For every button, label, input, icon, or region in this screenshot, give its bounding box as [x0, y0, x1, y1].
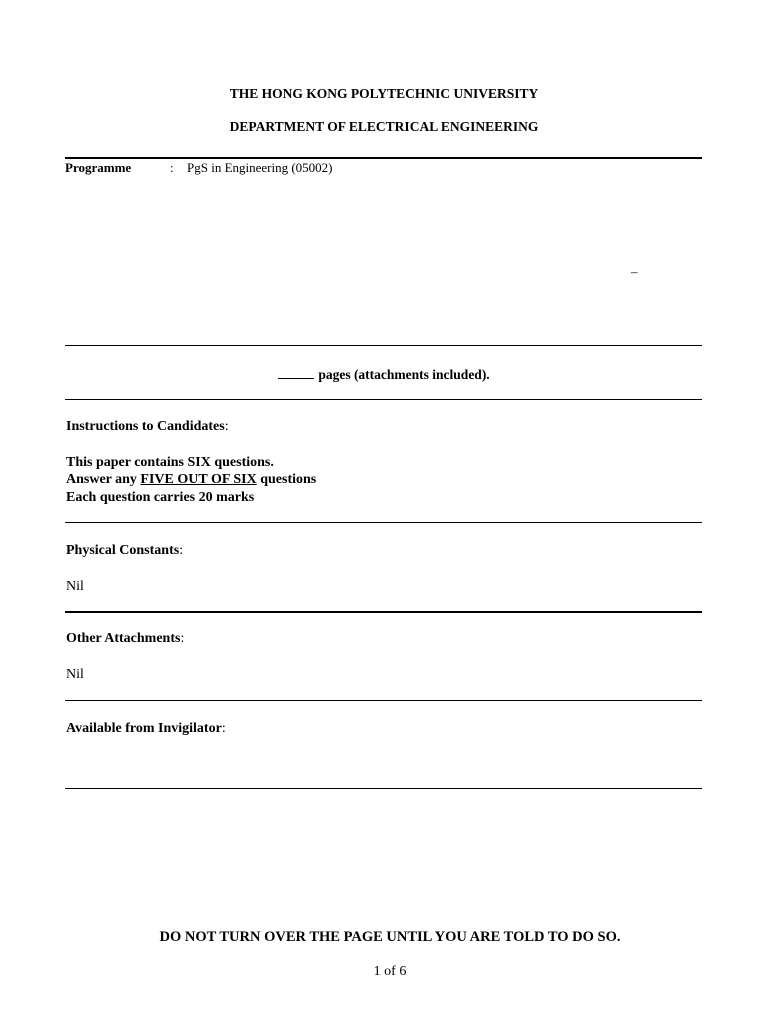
- divider: [65, 399, 702, 400]
- other-attachments-value: Nil: [66, 667, 84, 682]
- divider: [65, 611, 702, 613]
- divider: [65, 157, 702, 159]
- turn-over-warning: DO NOT TURN OVER THE PAGE UNTIL YOU ARE TOLD TO DO SO.: [159, 929, 621, 945]
- physical-constants-heading-text: Physical Constants: [66, 543, 180, 558]
- divider: [65, 345, 702, 346]
- other-attachments-heading: Other Attachments:: [66, 631, 185, 646]
- invigilator-heading-text: Available from Invigilator: [66, 721, 222, 736]
- other-attachments-heading-text: Other Attachments: [66, 631, 181, 646]
- divider: [65, 522, 702, 523]
- programme-separator: :: [170, 160, 174, 175]
- stray-dash: –: [631, 264, 638, 279]
- pages-note: [0, 366, 768, 383]
- department-title: DEPARTMENT OF ELECTRICAL ENGINEERING: [229, 119, 539, 134]
- divider: [65, 700, 702, 701]
- instructions-line-2: [66, 472, 316, 488]
- physical-constants-heading: Physical Constants:: [66, 543, 184, 558]
- instructions-heading: Instructions to Candidates:: [66, 419, 229, 434]
- instructions-line-2-prefix: Answer any: [66, 472, 137, 487]
- divider: [65, 788, 702, 789]
- physical-constants-value: Nil: [66, 579, 84, 594]
- pages-note-text: pages (attachments included).: [318, 367, 490, 382]
- instructions-line-1: This paper contains SIX questions.: [66, 455, 274, 470]
- instructions-line-2-emphasis: FIVE OUT OF SIX: [140, 472, 257, 487]
- university-title: THE HONG KONG POLYTECHNIC UNIVERSITY: [229, 86, 539, 101]
- pages-blank: [278, 366, 314, 379]
- instructions-heading-text: Instructions to Candidates: [66, 419, 225, 434]
- page-number: 1 of 6: [373, 964, 407, 979]
- instructions-line-2-suffix: questions: [260, 472, 317, 487]
- instructions-line-3: Each question carries 20 marks: [66, 490, 255, 505]
- invigilator-heading: Available from Invigilator:: [66, 721, 226, 736]
- programme-label: Programme: [65, 160, 132, 175]
- programme-value: PgS in Engineering (05002): [187, 160, 333, 175]
